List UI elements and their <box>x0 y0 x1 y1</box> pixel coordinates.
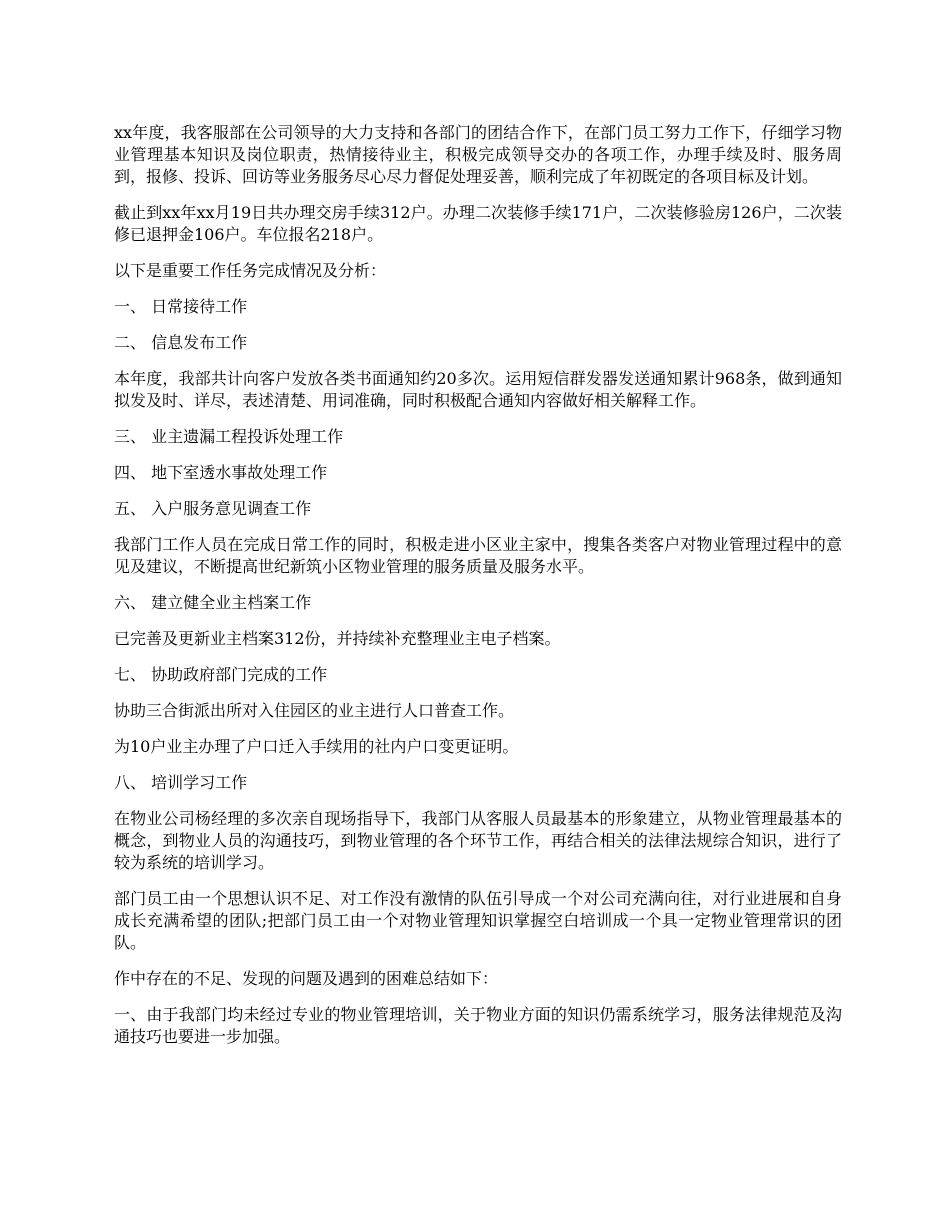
household-paragraph: 为10户业主办理了户口迁入手续用的社内户口变更证明。 <box>114 737 519 756</box>
section-heading-4: 四、 地下室透水事故处理工作 <box>114 463 328 482</box>
statistics-paragraph: 截止到xx年xx月19日共办理交房手续312户。办理二次装修手续171户，二次装修验房126户，二次装修已退押金106户。车位报名218户。 <box>114 203 842 244</box>
analysis-intro-paragraph: 以下是重要工作任务完成情况及分析： <box>114 261 387 280</box>
section-heading-3: 三、 业主遗漏工程投诉处理工作 <box>114 427 344 446</box>
training-paragraph: 在物业公司杨经理的多次亲自现场指导下，我部门从客服人员最基本的形象建立，从物业管理最基本的概念，到物业人员的沟通技巧，到物业管理的各个环节工作，再结合相关的法律法规综合知识，进行了较为系统的培训学习。 <box>114 809 842 872</box>
census-paragraph: 协助三合街派出所对入住园区的业主进行人口普查工作。 <box>114 701 515 720</box>
section-heading-2: 二、 信息发布工作 <box>114 333 248 352</box>
intro-paragraph: xx年度，我客服部在公司领导的大力支持和各部门的团结合作下，在部门员工努力工作下，仔细学习物业管理基本知识及岗位职责，热情接待业主，积极完成领导交办的各项工作，办理手续及时、服务周到，报修、投诉、回访等业务服务尽心尽力督促处理妥善，顺利完成了年初既定的各项目标及计划。 <box>114 123 842 186</box>
document-body <box>114 122 842 1062</box>
team-paragraph: 部门员工由一个思想认识不足、对工作没有激情的队伍引导成一个对公司充满向往，对行业进展和自身成长充满希望的团队;把部门员工由一个对物业管理知识掌握空白培训成一个具一定物业管理常识的团队。 <box>114 889 842 952</box>
problems-intro-paragraph: 作中存在的不足、发现的问题及遇到的困难总结如下： <box>114 969 499 988</box>
section-heading-8: 八、 培训学习工作 <box>114 773 248 792</box>
archive-paragraph: 已完善及更新业主档案312份，并持续补充整理业主电子档案。 <box>114 629 561 648</box>
survey-paragraph: 我部门工作人员在完成日常工作的同时，积极走进小区业主家中，搜集各类客户对物业管理过程中的意见及建议，不断提高世纪新筑小区物业管理的服务质量及服务水平。 <box>114 535 842 576</box>
problem-item-1: 一、由于我部门均未经过专业的物业管理培训，关于物业方面的知识仍需系统学习，服务法律规范及沟通技巧也要进一步加强。 <box>114 1005 842 1046</box>
section-heading-5: 五、 入户服务意见调查工作 <box>114 499 312 518</box>
section-heading-7: 七、 协助政府部门完成的工作 <box>114 665 328 684</box>
section-heading-1: 一、 日常接待工作 <box>114 297 248 316</box>
info-release-paragraph: 本年度，我部共计向客户发放各类书面通知约20多次。运用短信群发器发送通知累计968条，做到通知拟发及时、详尽，表述清楚、用词准确，同时积极配合通知内容做好相关解释工作。 <box>114 369 842 410</box>
section-heading-6: 六、 建立健全业主档案工作 <box>114 593 312 612</box>
